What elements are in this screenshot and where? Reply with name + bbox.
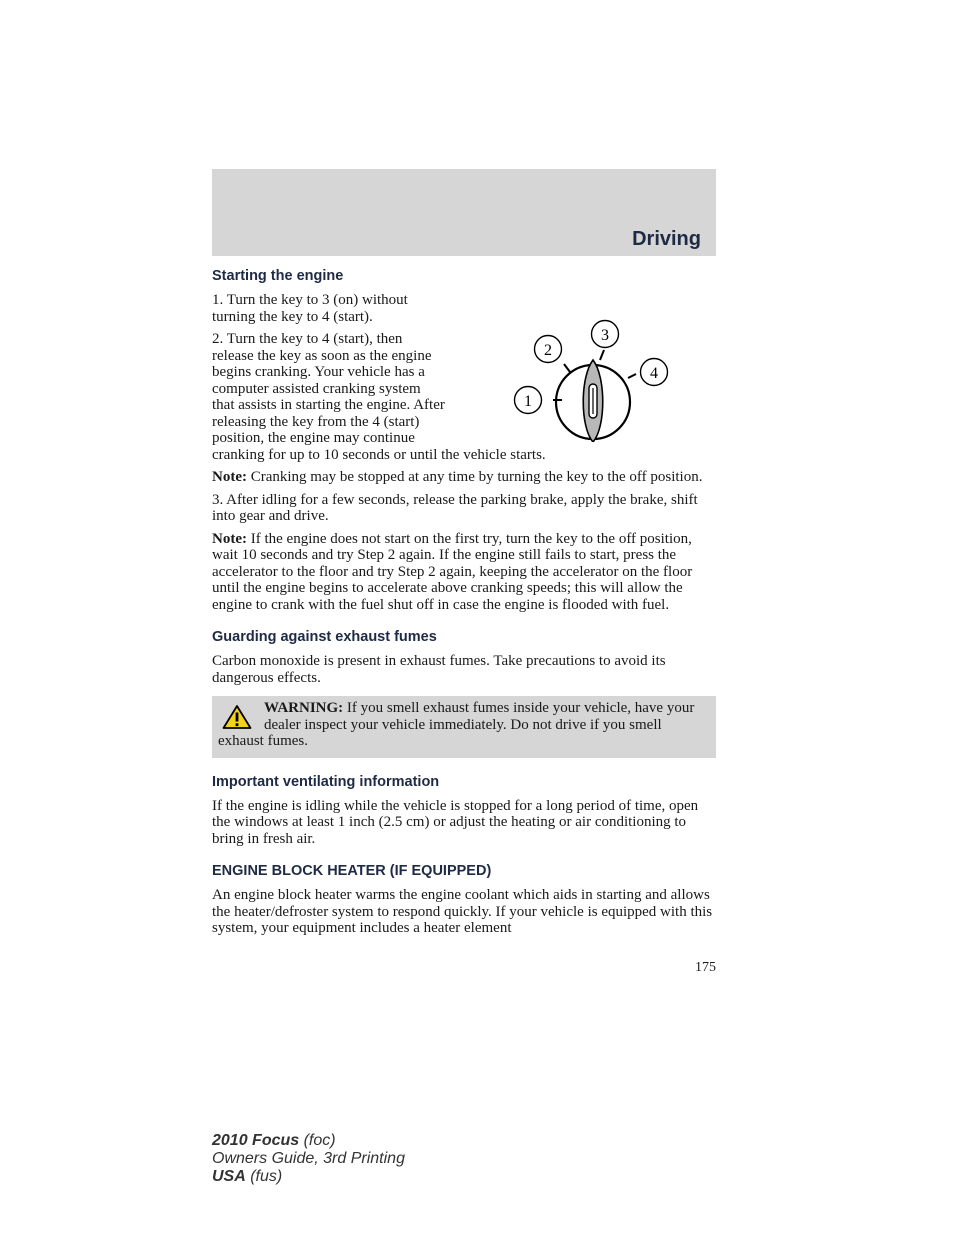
heading-starting-engine: Starting the engine	[212, 268, 344, 284]
note-2-text: If the engine does not start on the first try, turn the key to the off position, wait 10 seconds and try Step 2 again. If the engine still fails to start, press the accelerator to the floor and try Step 2 again, keeping the accelerator on the floor until the engine begins to accelerate above cranking speeds; this will allow the engine to crank with the fuel shut off in case the engine is flooded with fuel.	[212, 530, 693, 613]
header-band	[212, 169, 716, 256]
page-number: 175	[695, 960, 716, 975]
warning-text	[218, 700, 708, 750]
position-label-1: 1	[524, 393, 532, 410]
heading-ventilating: Important ventilating information	[212, 773, 440, 790]
warning-label: WARNING:	[264, 700, 344, 716]
step-2: 2. Turn the key to 4 (start), then release the key as soon as the engine begins cranking. Your vehicle has a computer assisted cranking system that assists in starting the engine. After releasing the key from the 4 (start) position, the engine may continue cranking for up to 10 seconds or until the vehicle starts.	[212, 331, 546, 463]
warning-box	[212, 696, 716, 758]
footer-line-3	[212, 1168, 405, 1186]
warning-triangle-icon	[222, 704, 252, 730]
warning-message: If you smell exhaust fumes inside your vehicle, have your dealer inspect your vehicle immediately. Do not drive if you smell exhaust fumes.	[218, 700, 695, 749]
position-label-4: 4	[650, 365, 658, 382]
note-2-label: Note:	[212, 530, 247, 547]
note-2	[212, 531, 716, 614]
page-content	[212, 266, 716, 943]
footer-market: USA	[212, 1168, 246, 1185]
heading-exhaust-fumes: Guarding against exhaust fumes	[212, 629, 437, 645]
tick-4	[628, 374, 636, 378]
footer-line-1	[212, 1132, 405, 1150]
step-3: 3. After idling for a few seconds, release the parking brake, apply the brake, shift into gear and drive.	[212, 491, 698, 524]
ignition-diagram	[456, 292, 716, 442]
tick-3	[600, 350, 604, 360]
note-1-text: Cranking may be stopped at any time by turning the key to the off position.	[246, 469, 703, 485]
note-1	[212, 469, 716, 486]
exhaust-text: Carbon monoxide is present in exhaust fumes. Take precautions to avoid its dangerous effects.	[212, 653, 666, 686]
ignition-switch-icon	[456, 292, 716, 442]
footer-model: 2010 Focus	[212, 1132, 300, 1149]
position-label-3: 3	[601, 327, 609, 344]
step-1: 1. Turn the key to 3 (on) without turning the key to 4 (start).	[212, 292, 408, 325]
section-title: Driving	[632, 228, 701, 250]
block-heater-text: An engine block heater warms the engine coolant which aids in starting and allows the heater/defroster system to respond quickly. If your vehicle is equipped with this system, your equipment includes a heater element	[212, 887, 713, 936]
footer-line-2: Owners Guide, 3rd Printing	[212, 1150, 405, 1167]
footer	[212, 1132, 405, 1186]
footer-market-code: (fus)	[245, 1168, 283, 1185]
heading-block-heater: ENGINE BLOCK HEATER (IF EQUIPPED)	[212, 863, 492, 879]
note-1-label: Note:	[212, 469, 247, 485]
position-label-2: 2	[544, 342, 552, 359]
ventilating-text: If the engine is idling while the vehicle is stopped for a long period of time, open the windows at least 1 inch (2.5 cm) or adjust the heating or air conditioning to bring in fresh air.	[212, 797, 699, 847]
footer-model-code: (foc)	[299, 1132, 336, 1149]
tick-2	[564, 364, 570, 372]
